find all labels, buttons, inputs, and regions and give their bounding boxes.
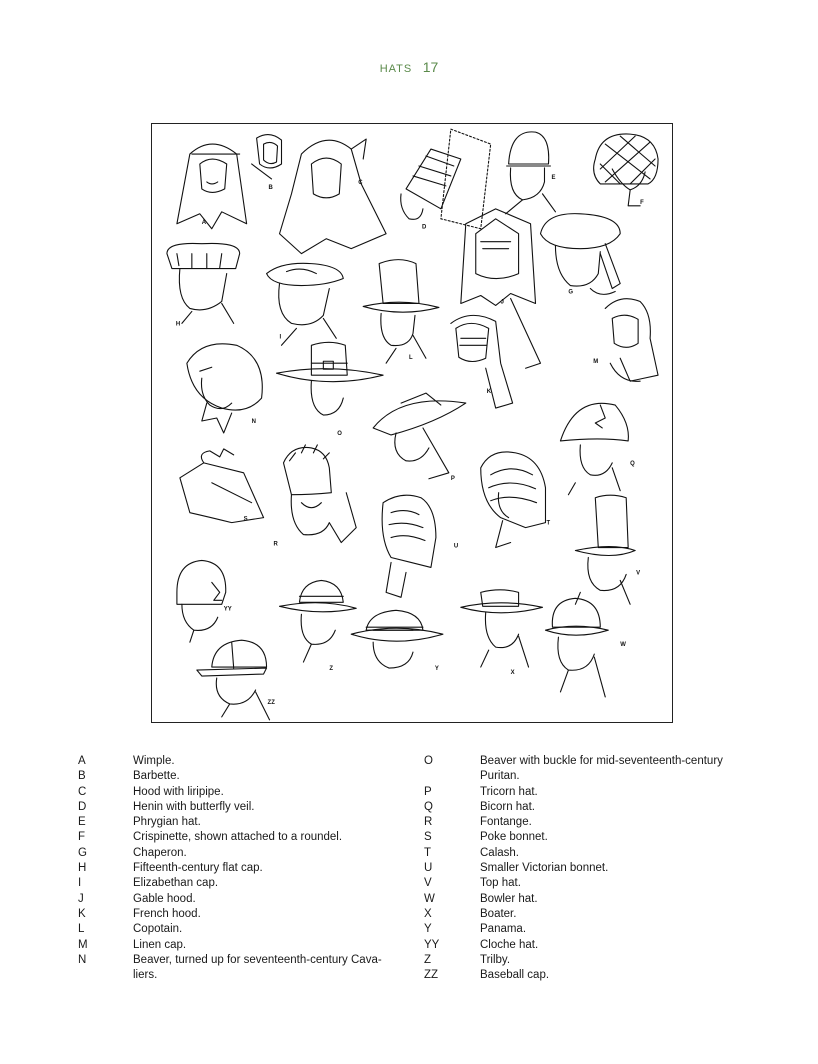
legend-row [424, 861, 754, 876]
label-P: P [450, 475, 455, 482]
label-S: S [243, 516, 248, 523]
figure-phrygian-hat [506, 132, 556, 214]
legend-row [424, 830, 754, 845]
label-A: A [201, 219, 207, 226]
legend-row [424, 815, 754, 830]
legend-letter: L [78, 923, 85, 936]
legend-row [78, 861, 398, 876]
legend-row [424, 938, 754, 953]
figure-french-hood [451, 315, 513, 408]
page-header [0, 59, 818, 77]
legend-letter: X [424, 907, 432, 920]
legend-letter: J [78, 892, 84, 905]
legend-letter: I [78, 877, 82, 890]
figure-flat-cap [167, 243, 240, 323]
figure-bicorn [560, 403, 628, 494]
figure-fontange [283, 445, 356, 543]
label-V: V [636, 570, 641, 577]
figure-baseball-cap [197, 640, 270, 720]
legend-row [424, 876, 754, 891]
figure-linen-cap [605, 299, 658, 382]
figure-poke-bonnet [180, 449, 264, 523]
legend-letter: T [424, 846, 432, 859]
figure-elizabethan-cap [267, 263, 344, 345]
legend-letter: ZZ [424, 969, 439, 982]
legend-description: Wimple. [133, 755, 175, 767]
legend-row [78, 892, 398, 907]
figure-cloche [177, 560, 226, 642]
hats-illustration-plate [151, 123, 673, 723]
legend-description: Smaller Victorian bonnet. [480, 862, 609, 875]
label-W: W [620, 642, 626, 649]
legend-description: Henin with butterfly veil. [133, 800, 255, 813]
label-D: D [421, 224, 427, 231]
legend-row [78, 846, 398, 861]
label-M: M [593, 359, 599, 366]
legend-description: Barbette. [133, 770, 180, 783]
legend-letter: YY [424, 938, 440, 951]
label-C: C [358, 179, 363, 186]
legend-letter: M [78, 938, 88, 951]
legend-row [424, 968, 754, 983]
label-R: R [273, 541, 278, 548]
label-F: F [640, 199, 644, 206]
legend-letter: Z [424, 953, 432, 966]
figure-bowler [545, 598, 608, 697]
label-L: L [409, 355, 413, 362]
label-H: H [175, 321, 181, 328]
legend-row [424, 892, 754, 907]
figure-victorian-bonnet [382, 495, 436, 597]
legend-row [78, 907, 398, 922]
legend-letter: G [78, 846, 87, 859]
legend-left-column [78, 754, 398, 983]
legend-letter: N [78, 953, 87, 966]
legend-description: Trilby. [480, 953, 511, 966]
label-Q: Q [630, 460, 635, 467]
legend-description: Puritan. [480, 770, 520, 783]
legend-letter: A [78, 755, 86, 767]
legend-description: Linen cap. [133, 938, 187, 951]
legend-letter: B [78, 770, 86, 783]
legend-description: Elizabethan cap. [133, 877, 219, 890]
legend-row [424, 769, 754, 784]
figure-calash [481, 452, 546, 548]
label-O: O [337, 430, 342, 437]
legend-letter: D [78, 800, 87, 813]
legend-letter [78, 968, 133, 983]
legend-description: Calash. [480, 846, 519, 859]
legend-description: Phrygian hat. [133, 816, 201, 829]
figure-trilby [280, 580, 357, 662]
legend-letter: Q [424, 800, 433, 813]
legend-row [78, 830, 398, 845]
figure-boater [461, 590, 543, 667]
figure-barbette [252, 135, 282, 179]
legend-row [78, 922, 398, 937]
legend-description: Boater. [480, 907, 517, 920]
legend-letter: Y [424, 923, 432, 936]
label-I: I [279, 334, 282, 341]
legend-letter: C [78, 785, 87, 798]
legend-letter: W [424, 892, 435, 905]
legend-description: Bicorn hat. [480, 800, 535, 813]
legend-letter: O [424, 755, 433, 767]
legend-row [78, 754, 398, 769]
legend-letter: P [424, 785, 432, 798]
label-T: T [546, 520, 551, 527]
figure-chaperon [541, 214, 621, 295]
legend-letter [424, 769, 480, 784]
legend-description: Top hat. [480, 877, 521, 890]
legend-description: Chaperon. [133, 846, 187, 859]
legend-letter: R [424, 816, 433, 829]
figure-panama [351, 610, 443, 668]
figure-gable-hood [461, 209, 541, 368]
legend-description: Fifteenth-century flat cap. [133, 862, 263, 875]
legend-row [78, 938, 398, 953]
legend-row [424, 846, 754, 861]
figure-hood-liripipe [280, 139, 387, 254]
legend-letter: U [424, 862, 433, 875]
legend-row [424, 754, 754, 769]
label-Z: Z [329, 666, 333, 673]
figure-copotain [363, 260, 439, 364]
label-ZZ: ZZ [267, 699, 275, 706]
legend-description: Poke bonnet. [480, 831, 548, 844]
legend-row [424, 785, 754, 800]
legend-letter: V [424, 877, 432, 890]
legend-description: Hood with liripipe. [133, 785, 224, 798]
figure-crispinette [594, 134, 658, 206]
label-E: E [551, 174, 556, 181]
legend-description: Cloche hat. [480, 938, 539, 951]
legend-row [78, 769, 398, 784]
legend-description: French hood. [133, 907, 201, 920]
figure-henin [401, 129, 491, 229]
figure-top-hat [575, 495, 635, 604]
legend-row [78, 800, 398, 815]
label-Y: Y [434, 666, 439, 673]
hats-illustration [152, 124, 672, 722]
legend-row [78, 876, 398, 891]
label-YY: YY [223, 606, 232, 613]
figure-tricorn [373, 393, 466, 479]
legend-row [78, 815, 398, 830]
legend-description: liers. [133, 969, 158, 982]
legend-description: Crispinette, shown attached to a roundel. [133, 831, 343, 844]
legend-description: Beaver with buckle for mid-seventeenth-century [480, 755, 723, 767]
legend-description: Baseball cap. [480, 969, 550, 982]
legend-right-column [424, 754, 754, 983]
legend-row [78, 953, 398, 968]
label-N: N [251, 418, 256, 425]
legend-description: Copotain. [133, 923, 183, 936]
figure-wimple [177, 144, 247, 229]
legend-description: Gable hood. [133, 892, 196, 905]
legend-letter: S [424, 831, 432, 844]
legend-description: Bowler hat. [480, 892, 538, 905]
legend-description: Panama. [480, 923, 527, 936]
label-G: G [568, 289, 574, 296]
legend-description: Beaver, turned up for seventeenth-century Cava- [133, 953, 382, 966]
label-J: J [500, 299, 504, 306]
legend-row [424, 907, 754, 922]
figure-puritan-beaver [277, 342, 384, 415]
legend-letter: F [78, 831, 86, 844]
label-K: K [486, 389, 492, 396]
legend-description: Fontange. [480, 816, 532, 829]
legend-letter: K [78, 907, 86, 920]
legend-letter: H [78, 862, 87, 875]
legend-letter: E [78, 816, 86, 829]
legend-row [424, 953, 754, 968]
legend-row [78, 785, 398, 800]
legend-row [78, 968, 398, 983]
legend-row [424, 800, 754, 815]
page-number: 17 [422, 59, 439, 75]
label-B: B [268, 184, 273, 191]
label-U: U [453, 543, 459, 550]
label-X: X [510, 670, 515, 677]
legend-row [424, 922, 754, 937]
section-title: HATS [379, 63, 413, 75]
legend-description: Tricorn hat. [480, 785, 538, 798]
